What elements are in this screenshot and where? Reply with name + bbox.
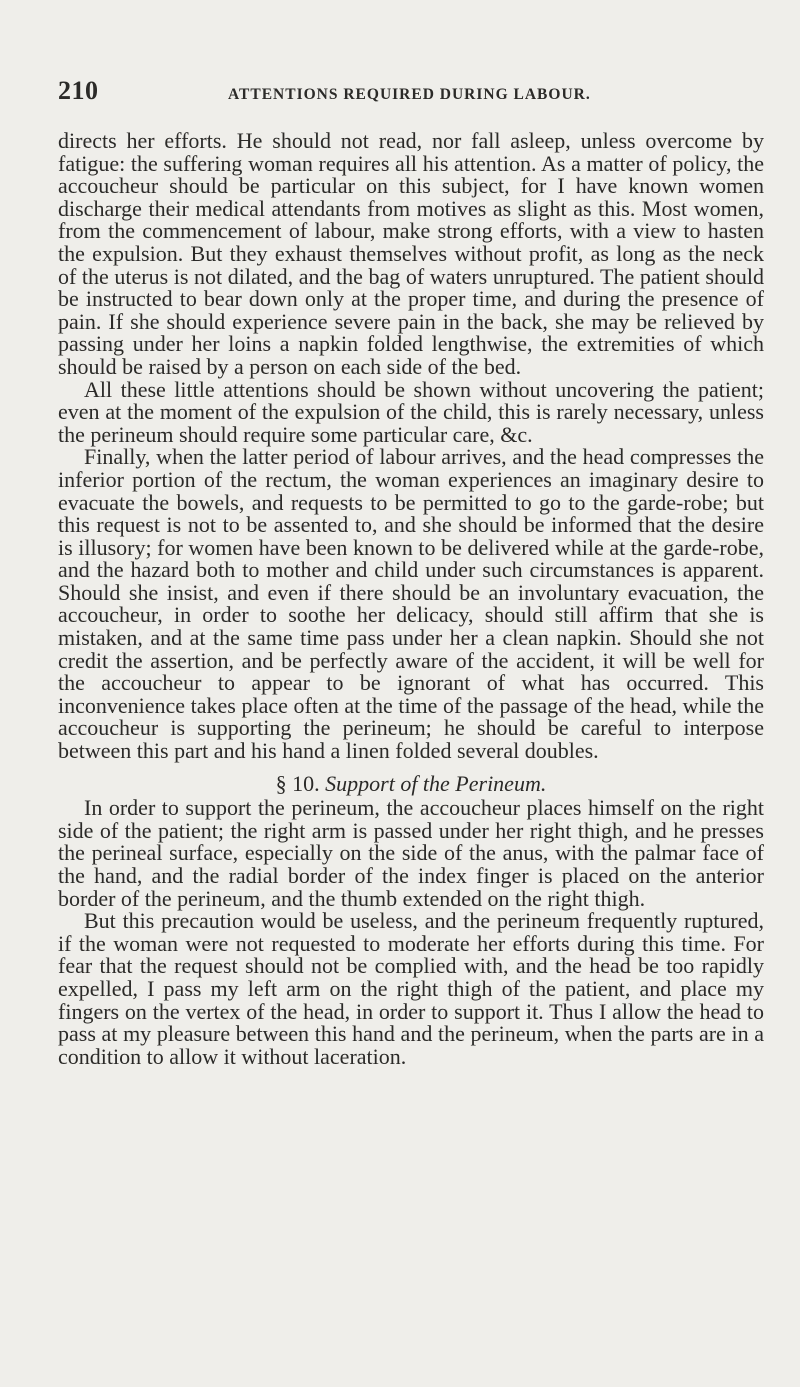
paragraph: In order to support the perineum, the accoucheur places himself on the right side of the patient; the right arm is passed under her right thigh, and he presses the perineal surface, especially on the side of the anus, with the palmar face of the hand, and the radial border of the index finger is placed on the anterior border of the perineum, and the thumb extended on the right thigh. bbox=[58, 795, 764, 911]
book-page bbox=[58, 76, 764, 1068]
paragraph: Finally, when the latter period of labour arrives, and the head compresses the inferior portion of the rectum, the woman experiences an imaginary desire to evacuate the bowels, and requests to be permitted to go to the garde-robe; but this request is not to be assented to, and she should be informed that the desire is illusory; for women have been known to be delivered while at the garde-robe, and the hazard both to mother and child under such circumstances is apparent. Should she insist, and even if there should be an involuntary evacuation, the accoucheur, in order to soothe her delicacy, should still affirm that she is mistaken, and at the same time pass under her a clean napkin. Should she not credit the assertion, and be perfectly aware of the accident, it will be well for the accoucheur to appear to be ignorant of what has occurred. This inconvenience takes place often at the time of the passage of the head, while the accoucheur is supporting the perineum; he should be careful to interpose between this part and his hand a linen folded several doubles. bbox=[58, 444, 764, 764]
running-title: ATTENTIONS REQUIRED DURING LABOUR. bbox=[228, 86, 591, 103]
running-head bbox=[58, 76, 764, 108]
section-number: § 10. bbox=[275, 770, 320, 796]
page-number: 210 bbox=[58, 76, 99, 105]
paragraph: But this precaution would be useless, and the perineum frequently ruptured, if the woman were not requested to moderate her efforts during this time. For fear that the request should not be complied with, and the head be too rapidly expelled, I pass my left arm on the right thigh of the patient, and place my fingers on the vertex of the head, in order to support it. Thus I allow the head to pass at my pleasure between this hand and the perineum, when the parts are in a condition to allow it without laceration. bbox=[58, 908, 764, 1069]
paragraph: All these little attentions should be shown without uncovering the patient; even at the moment of the expulsion of the child, this is rarely necessary, unless the perineum should require some particular care, &c. bbox=[58, 376, 764, 447]
section-heading bbox=[58, 770, 764, 796]
section-title: Support of the Perineum. bbox=[325, 770, 547, 796]
paragraph: directs her efforts. He should not read, nor fall asleep, unless overcome by fatigue: the suffering woman requires all his attention. As a matter of policy, the accoucheur should be particular on this subject, for I have known women discharge their medical attendants from motives as slight as this. Most women, from the commencement of labour, make strong efforts, with a view to hasten the expulsion. But they exhaust themselves without profit, as long as the neck of the uterus is not dilated, and the bag of waters unruptured. The patient should be instructed to bear down only at the proper time, and during the presence of pain. If she should experience severe pain in the back, she may be relieved by passing under her loins a napkin folded lengthwise, the extremities of which should be raised by a person on each side of the bed. bbox=[58, 128, 764, 379]
body-text bbox=[58, 130, 764, 1068]
